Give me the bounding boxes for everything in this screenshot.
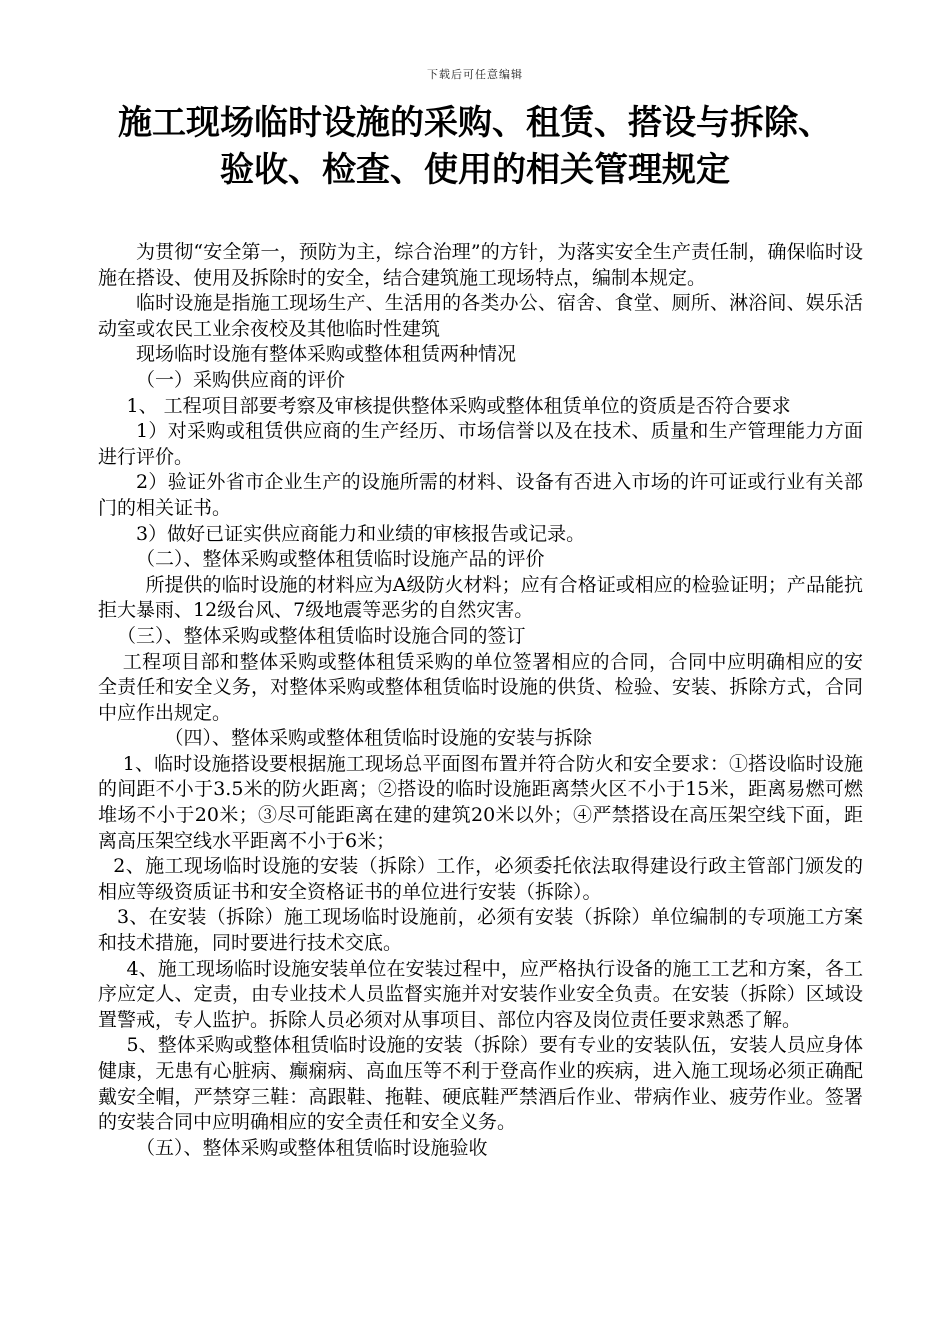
paragraph-item: 3、在安装（拆除）施工现场临时设施前，必须有安装（拆除）单位编制的专项施工方案和技术措施，同时要进行技术交底。: [98, 906, 863, 955]
paragraph-definition: 临时设施是指施工现场生产、生活用的各类办公、宿舍、食堂、厕所、淋浴间、娱乐活动室或农民工业余夜校及其他临时性建筑: [98, 292, 863, 340]
paragraph-item: 工程项目部和整体采购或整体租赁采购的单位签署相应的合同，合同中应明确相应的安全责任和安全义务，对整体采购或整体租赁临时设施的供货、检验、安装、拆除方式，合同中应作出规定。: [98, 650, 863, 724]
paragraph-item: 4、施工现场临时设施安装单位在安装过程中，应严格执行设备的施工工艺和方案，各工序应定人、定责，由专业技术人员监督实施并对安装作业安全负责。在安装（拆除）区域设置警戒，专人监护。拆除人员必须对从事项目、部位内容及岗位责任要求熟悉了解。: [98, 957, 863, 1031]
section-heading-3: （三）、整体采购或整体租赁临时设施合同的签订: [117, 624, 526, 647]
header-note: 下载后可任意编辑: [427, 68, 523, 81]
document-title-line-2: 验收、检查、使用的相关管理规定: [220, 150, 730, 190]
paragraph-intro: 为贯彻“安全第一，预防为主，综合治理”的方针，为落实安全生产责任制，确保临时设施在搭设、使用及拆除时的安全，结合建筑施工现场特点，编制本规定。: [98, 241, 863, 289]
paragraph-item: 1、 工程项目部要考察及审核提供整体采购或整体租赁单位的资质是否符合要求: [126, 394, 791, 417]
paragraph-item: 5、整体采购或整体租赁临时设施的安装（拆除）要有专业的安装队伍，安装人员应身体健康，无患有心脏病、癫痫病、高血压等不利于登高作业的疾病，进入施工现场必须正确配戴安全帽，严禁穿三鞋：高跟鞋、拖鞋、硬底鞋严禁酒后作业、带病作业、疲劳作业。签署的安装合同中应明确相应的安全责任和安全义务。: [98, 1034, 863, 1134]
section-heading-2: （二）、整体采购或整体租赁临时设施产品的评价: [136, 548, 545, 571]
document-body: [98, 240, 863, 1161]
section-heading-4: （四）、整体采购或整体租赁临时设施的安装与拆除: [164, 727, 593, 750]
section-heading-1: （一）采购供应商的评价: [136, 368, 346, 391]
paragraph-item: 1）对采购或租赁供应商的生产经历、市场信誉以及在技术、质量和生产管理能力方面进行评价。: [98, 420, 863, 468]
paragraph-situations: 现场临时设施有整体采购或整体租赁两种情况: [136, 343, 517, 366]
paragraph-item: 所提供的临时设施的材料应为A级防火材料；应有合格证或相应的检验证明；产品能抗拒大暴雨、12级台风、7级地震等恶劣的自然灾害。: [98, 573, 863, 622]
paragraph-item: 3）做好已证实供应商能力和业绩的审核报告或记录。: [136, 522, 586, 545]
section-heading-5: （五）、整体采购或整体租赁临时设施验收: [136, 1136, 488, 1159]
paragraph-item: 2、施工现场临时设施的安装（拆除）工作，必须委托依法取得建设行政主管部门颁发的相应等级资质证书和安全资格证书的单位进行安装（拆除）。: [98, 855, 863, 903]
paragraph-item: 1、临时设施搭设要根据施工现场总平面图布置并符合防火和安全要求：①搭设临时设施的间距不小于3.5米的防火距离；②搭设的临时设施距离禁火区不小于15米，距离易燃可燃堆场不小于20米；③尽可能距离在建的建筑20米以外；④严禁搭设在高压架空线下面，距离高压架空线水平距离不小于6米；: [98, 752, 863, 852]
paragraph-item: 2）验证外省市企业生产的设施所需的材料、设备有否进入市场的许可证或行业有关部门的相关证书。: [98, 471, 863, 519]
document-title-line-1: 施工现场临时设施的采购、租赁、搭设与拆除、: [118, 103, 832, 143]
